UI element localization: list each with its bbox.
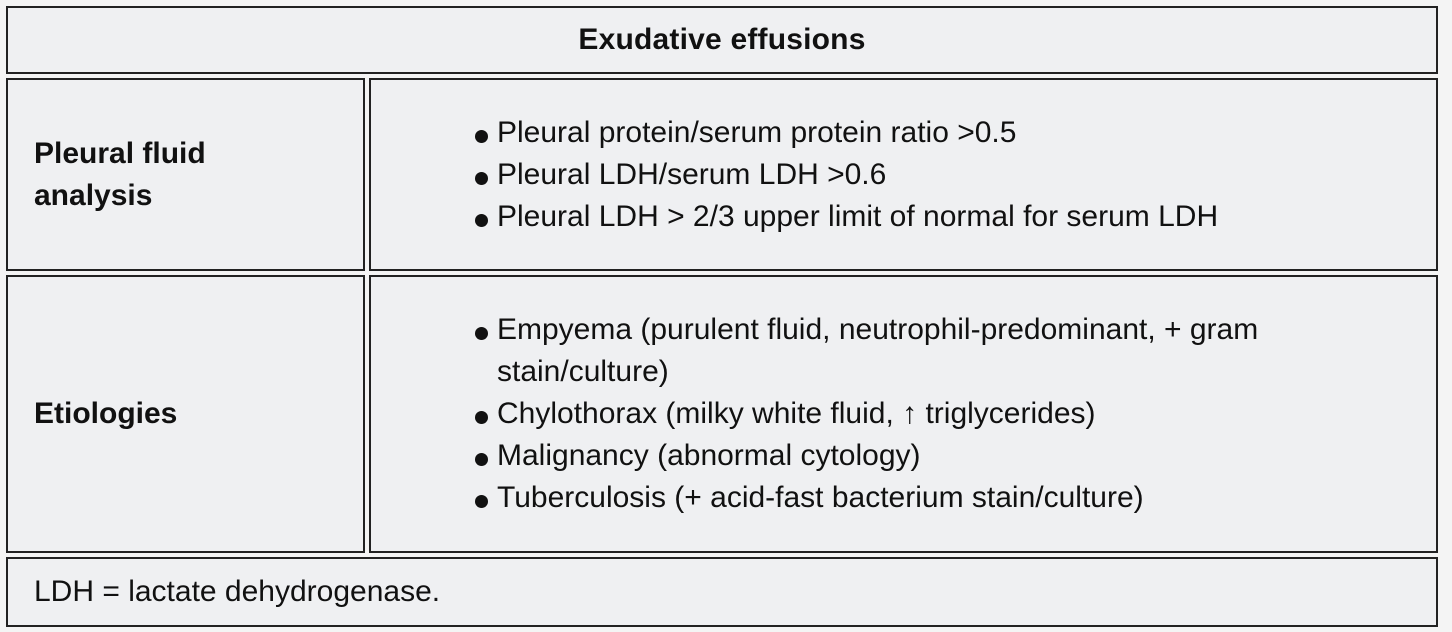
list-item: Pleural LDH > 2/3 upper limit of normal for serum LDH	[471, 196, 1218, 238]
row-label-text: Pleural fluid analysis	[34, 136, 206, 212]
list-item: Empyema (purulent fluid, neutrophil-predominant, + gram stain/culture)	[471, 309, 1377, 393]
list-item: Pleural LDH/serum LDH >0.6	[471, 154, 1218, 196]
table-footnote: LDH = lactate dehydrogenase.	[34, 575, 441, 608]
list-item: Malignancy (abnormal cytology)	[471, 435, 1377, 477]
etiologies-list-cell	[369, 275, 1438, 553]
row-label-etiologies	[6, 275, 365, 553]
etiologies-list	[371, 309, 1377, 519]
list-item: Pleural protein/serum protein ratio >0.5	[471, 112, 1218, 154]
table-title-cell	[6, 6, 1438, 74]
table-footnote-cell	[6, 557, 1438, 627]
table-title: Exudative effusions	[578, 23, 866, 56]
list-item: Chylothorax (milky white fluid, ↑ triglycerides)	[471, 393, 1377, 435]
row-label-pleural-fluid-analysis	[6, 78, 365, 271]
row-label-text: Etiologies	[34, 397, 178, 430]
criteria-list	[371, 112, 1218, 238]
list-item: Tuberculosis (+ acid-fast bacterium stain/culture)	[471, 477, 1377, 519]
criteria-list-cell	[369, 78, 1438, 271]
